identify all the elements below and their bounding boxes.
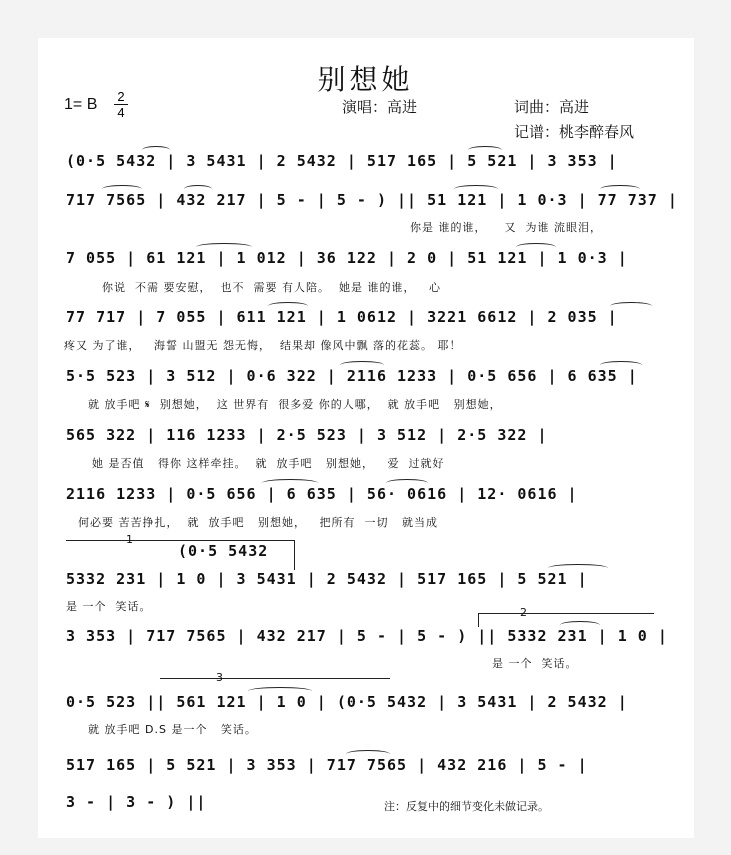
volta-bracket-end bbox=[294, 540, 295, 570]
score-row: (0·5 5432 bbox=[178, 542, 269, 560]
volta-bracket-start bbox=[478, 613, 479, 627]
score-row: 717 7565 | 432 217 | 5 - | 5 - ) || 51 121 | 1 0·3 | 77 737 | bbox=[66, 191, 678, 209]
transcriber-credit: 记谱：桃李醉春风 bbox=[514, 123, 635, 141]
slur bbox=[262, 479, 318, 487]
score-row: 2116 1233 | 0·5 656 | 6 635 | 56· 0616 | 12· 0616 | bbox=[66, 485, 578, 503]
score-row: 3 353 | 717 7565 | 432 217 | 5 - | 5 - ) || 5332 231 | 1 0 | bbox=[66, 627, 668, 645]
lyric-line: 她 是否值 得你 这样牵挂。 就 放手吧 别想她， 爱 过就好 bbox=[92, 457, 445, 470]
score-row: (0·5 5432 | 3 5431 | 2 5432 | 517 165 | 5 521 | 3 353 | bbox=[66, 152, 618, 170]
time-signature-bottom: 4 bbox=[117, 105, 125, 120]
song-title: 别想她 bbox=[317, 63, 414, 96]
key-signature: 1= B bbox=[64, 96, 98, 113]
singer-credit: 演唱：高进 bbox=[342, 98, 418, 116]
lyric-line: 是 一个 笑话。 bbox=[492, 657, 578, 670]
score-row: 7 055 | 61 121 | 1 012 | 36 122 | 2 0 | 51 121 | 1 0·3 | bbox=[66, 249, 628, 267]
score-row: 517 165 | 5 521 | 3 353 | 717 7565 | 432 216 | 5 - | bbox=[66, 756, 588, 774]
slur bbox=[548, 564, 608, 572]
composer-credit: 词曲：高进 bbox=[514, 98, 590, 116]
slur bbox=[600, 185, 640, 193]
lyric-line: 何必要 苦苦挣扎， 就 放手吧 别想她， 把所有 一切 就当成 bbox=[78, 516, 438, 529]
volta-number: 2 bbox=[520, 606, 528, 619]
time-signature bbox=[114, 90, 128, 119]
lyric-line: 就 放手吧 D.S 是一个 笑话。 bbox=[88, 723, 257, 736]
slur bbox=[268, 302, 308, 310]
volta-number: 1 bbox=[126, 533, 134, 546]
lyric-line: 是 一个 笑话。 bbox=[66, 600, 152, 613]
slur bbox=[516, 243, 556, 251]
score-row: 3 - | 3 - ) || bbox=[66, 793, 207, 811]
slur bbox=[184, 185, 212, 193]
lyric-line: 你是 谁的谁， 又 为谁 流眼泪， bbox=[410, 221, 602, 234]
lyric-line: 就 放手吧 𝄋 别想她， 这 世界有 很多爱 你的人哪， 就 放手吧 别想她， bbox=[88, 398, 502, 411]
time-signature-top: 2 bbox=[117, 89, 125, 104]
triplet-bracket bbox=[160, 678, 390, 679]
triplet-number: 3 bbox=[216, 671, 224, 684]
footnote: 注：反复中的细节变化未做记录。 bbox=[384, 800, 549, 813]
slur bbox=[196, 243, 252, 251]
slur bbox=[560, 621, 600, 629]
slur bbox=[454, 185, 498, 193]
volta-bracket bbox=[478, 613, 654, 614]
slur bbox=[610, 302, 652, 310]
slur bbox=[248, 687, 312, 695]
slur bbox=[346, 750, 390, 758]
score-row: 5332 231 | 1 0 | 3 5431 | 2 5432 | 517 165 | 5 521 | bbox=[66, 570, 588, 588]
score-row: 77 717 | 7 055 | 611 121 | 1 0612 | 3221 6612 | 2 035 | bbox=[66, 308, 618, 326]
slur bbox=[340, 361, 384, 369]
lyric-line: 疼又 为了谁， 海誓 山盟无 怨无悔， 结果却 像风中飘 落的花蕊。 耶！ bbox=[64, 339, 462, 352]
lyric-line: 你说 不需 要安慰， 也不 需要 有人陪。 她是 谁的谁， 心 bbox=[102, 281, 441, 294]
slur bbox=[468, 146, 502, 154]
volta-bracket bbox=[66, 540, 294, 541]
score-row: 5·5 523 | 3 512 | 0·6 322 | 2116 1233 | 0·5 656 | 6 635 | bbox=[66, 367, 638, 385]
slur bbox=[600, 361, 642, 369]
score-row: 0·5 523 || 561 121 | 1 0 | (0·5 5432 | 3 5431 | 2 5432 | bbox=[66, 693, 628, 711]
slur bbox=[102, 185, 142, 193]
slur bbox=[386, 479, 428, 487]
score-row: 565 322 | 116 1233 | 2·5 523 | 3 512 | 2·5 322 | bbox=[66, 426, 548, 444]
slur bbox=[142, 146, 170, 154]
